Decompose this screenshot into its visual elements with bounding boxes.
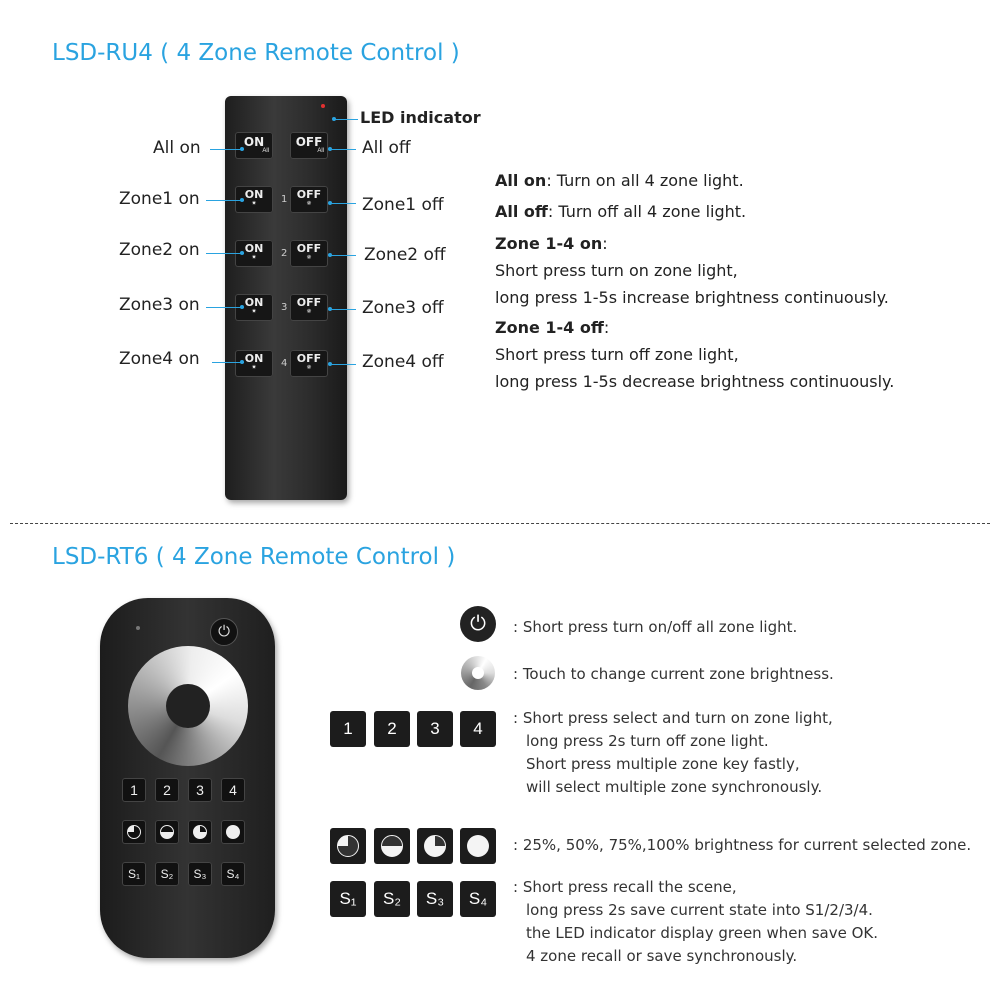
leader-dot [328, 201, 332, 205]
label-zone2-on: Zone2 on [119, 240, 200, 260]
leader-zone3-off [330, 309, 356, 310]
leader-dot [240, 251, 244, 255]
ru4-zone2-on-key: ON ✷ [235, 240, 273, 267]
section-divider [10, 523, 990, 524]
rt6-scene4-key: S₄ [221, 862, 245, 886]
leader-all-on [210, 149, 244, 150]
brightness-50-icon [160, 825, 174, 839]
sun-small-icon: ✵ [306, 309, 312, 315]
leader-dot [328, 362, 332, 366]
ru4-zone4-on-key: ON ✷ [235, 350, 273, 377]
rt6-desc-zone-2: long press 2s turn off zone light. [526, 732, 769, 750]
ru4-desc-all-on [495, 168, 744, 194]
ru4-all-off-key: OFF All [290, 132, 328, 159]
sun-small-icon: ✵ [306, 365, 312, 371]
brightness-75-icon [424, 835, 446, 857]
rt6-brightness-100-key [221, 820, 245, 844]
brightness-100-key-icon [460, 828, 496, 864]
rt6-power-key: ⏻ [210, 618, 238, 646]
leader-zone1-off [330, 203, 356, 204]
zone-key-1-icon: 1 [330, 711, 366, 747]
rt6-desc-zone-4: will select multiple zone synchronously. [526, 778, 823, 796]
label-zone4-on: Zone4 on [119, 349, 200, 369]
zone-key-2-icon: 2 [374, 711, 410, 747]
rt6-desc-scene-3: the LED indicator display green when save OK. [526, 924, 879, 942]
rt6-title: LSD-RT6 ( 4 Zone Remote Control ) [52, 544, 456, 570]
rt6-desc-wheel: : Touch to change current zone brightness. [513, 665, 834, 683]
rt6-brightness-75-key [188, 820, 212, 844]
ru4-desc-zone-off-title [495, 315, 609, 341]
ru4-zone1-number: 1 [281, 194, 288, 205]
leader-dot [240, 305, 244, 309]
label-zone3-on: Zone3 on [119, 295, 200, 315]
desc-term: Zone 1-4 on [495, 234, 603, 253]
desc-term: All off [495, 202, 548, 221]
rt6-desc-scene-2: long press 2s save current state into S1/2/3/4. [526, 901, 873, 919]
rt6-desc-scene-1: : Short press recall the scene, [513, 878, 737, 896]
scene-key-4-icon: S₄ [460, 881, 496, 917]
rt6-zone1-key: 1 [122, 778, 146, 802]
ru4-desc-zone-on-2: long press 1-5s increase brightness continuously. [495, 288, 889, 307]
rt6-desc-zone-1: : Short press select and turn on zone light, [513, 709, 833, 727]
led-indicator-dot [321, 104, 325, 108]
power-icon: ⏻ [460, 606, 496, 642]
ru4-zone3-on-key: ON ✷ [235, 294, 273, 321]
ru4-desc-zone-on-title [495, 231, 608, 257]
brightness-100-icon [467, 835, 489, 857]
brightness-75-key-icon [417, 828, 453, 864]
desc-term: All on [495, 171, 547, 190]
leader-zone1-on [206, 200, 244, 201]
rt6-wheel-center [166, 684, 210, 728]
scene-key-3-icon: S₃ [417, 881, 453, 917]
brightness-25-key-icon [330, 828, 366, 864]
rt6-led-dot [136, 626, 140, 630]
leader-all-off [330, 149, 356, 150]
brightness-50-key-icon [374, 828, 410, 864]
led-callout-dot [332, 117, 336, 121]
ru4-zone3-number: 3 [281, 302, 288, 313]
sun-icon: ✷ [251, 365, 257, 371]
desc-text: : Turn off all 4 zone light. [547, 202, 747, 221]
led-callout-line [334, 119, 358, 120]
rt6-touch-wheel [128, 646, 248, 766]
rt6-brightness-25-key [122, 820, 146, 844]
ru4-zone4-off-key: OFF ✵ [290, 350, 328, 377]
label-zone3-off: Zone3 off [362, 298, 444, 318]
leader-zone3-on [206, 307, 244, 308]
leader-dot [328, 307, 332, 311]
sun-icon: ✷ [251, 201, 257, 207]
rt6-scene1-key: S₁ [122, 862, 146, 886]
ru4-desc-zone-off-1: Short press turn off zone light, [495, 345, 739, 364]
label-zone1-off: Zone1 off [362, 195, 444, 215]
rt6-desc-zone-3: Short press multiple zone key fastly, [526, 755, 800, 773]
brightness-100-icon [226, 825, 240, 839]
zone-key-4-icon: 4 [460, 711, 496, 747]
desc-text: : [603, 318, 610, 337]
ru4-zone2-number: 2 [281, 248, 288, 259]
rt6-desc-brightness: : 25%, 50%, 75%,100% brightness for current selected zone. [513, 836, 972, 854]
desc-text: : Turn on all 4 zone light. [546, 171, 744, 190]
rt6-zone3-key: 3 [188, 778, 212, 802]
ru4-desc-all-off [495, 199, 746, 225]
ru4-zone2-off-key: OFF ✵ [290, 240, 328, 267]
scene-key-1-icon: S₁ [330, 881, 366, 917]
sun-icon: ✷ [251, 255, 257, 261]
brightness-50-icon [381, 835, 403, 857]
rt6-desc-scene-4: 4 zone recall or save synchronously. [526, 947, 798, 965]
ru4-title: LSD-RU4 ( 4 Zone Remote Control ) [52, 40, 460, 66]
leader-dot [328, 253, 332, 257]
leader-dot [240, 360, 244, 364]
ru4-zone1-off-key: OFF ✵ [290, 186, 328, 213]
leader-zone2-off [330, 255, 356, 256]
rt6-desc-power: : Short press turn on/off all zone light. [513, 618, 798, 636]
ru4-remote-image [225, 96, 347, 500]
brightness-75-icon [193, 825, 207, 839]
label-zone2-off: Zone2 off [364, 245, 446, 265]
desc-text: : [602, 234, 608, 253]
label-zone1-on: Zone1 on [119, 189, 200, 209]
desc-term: Zone 1-4 off [495, 318, 604, 337]
leader-zone4-off [330, 364, 356, 365]
leader-zone2-on [206, 253, 244, 254]
label-all-on: All on [153, 138, 201, 158]
touch-wheel-icon-center [472, 667, 484, 679]
brightness-25-icon [337, 835, 359, 857]
rt6-zone2-key: 2 [155, 778, 179, 802]
touch-wheel-icon [461, 656, 495, 690]
brightness-25-icon [127, 825, 141, 839]
rt6-remote-image [100, 598, 275, 958]
ru4-desc-zone-on-1: Short press turn on zone light, [495, 261, 738, 280]
leader-dot [328, 147, 332, 151]
ru4-zone1-on-key: ON ✷ [235, 186, 273, 213]
rt6-scene2-key: S₂ [155, 862, 179, 886]
rt6-scene3-key: S₃ [188, 862, 212, 886]
ru4-desc-zone-off-2: long press 1-5s decrease brightness continuously. [495, 372, 895, 391]
sun-icon: ✷ [251, 309, 257, 315]
sun-small-icon: ✵ [306, 255, 312, 261]
rt6-brightness-50-key [155, 820, 179, 844]
led-indicator-label: LED indicator [360, 108, 481, 127]
rt6-zone4-key: 4 [221, 778, 245, 802]
label-zone4-off: Zone4 off [362, 352, 444, 372]
ru4-zone3-off-key: OFF ✵ [290, 294, 328, 321]
zone-key-3-icon: 3 [417, 711, 453, 747]
leader-dot [240, 198, 244, 202]
ru4-all-on-key: ON All [235, 132, 273, 159]
sun-small-icon: ✵ [306, 201, 312, 207]
scene-key-2-icon: S₂ [374, 881, 410, 917]
leader-dot [240, 147, 244, 151]
label-all-off: All off [362, 138, 411, 158]
ru4-zone4-number: 4 [281, 358, 288, 369]
